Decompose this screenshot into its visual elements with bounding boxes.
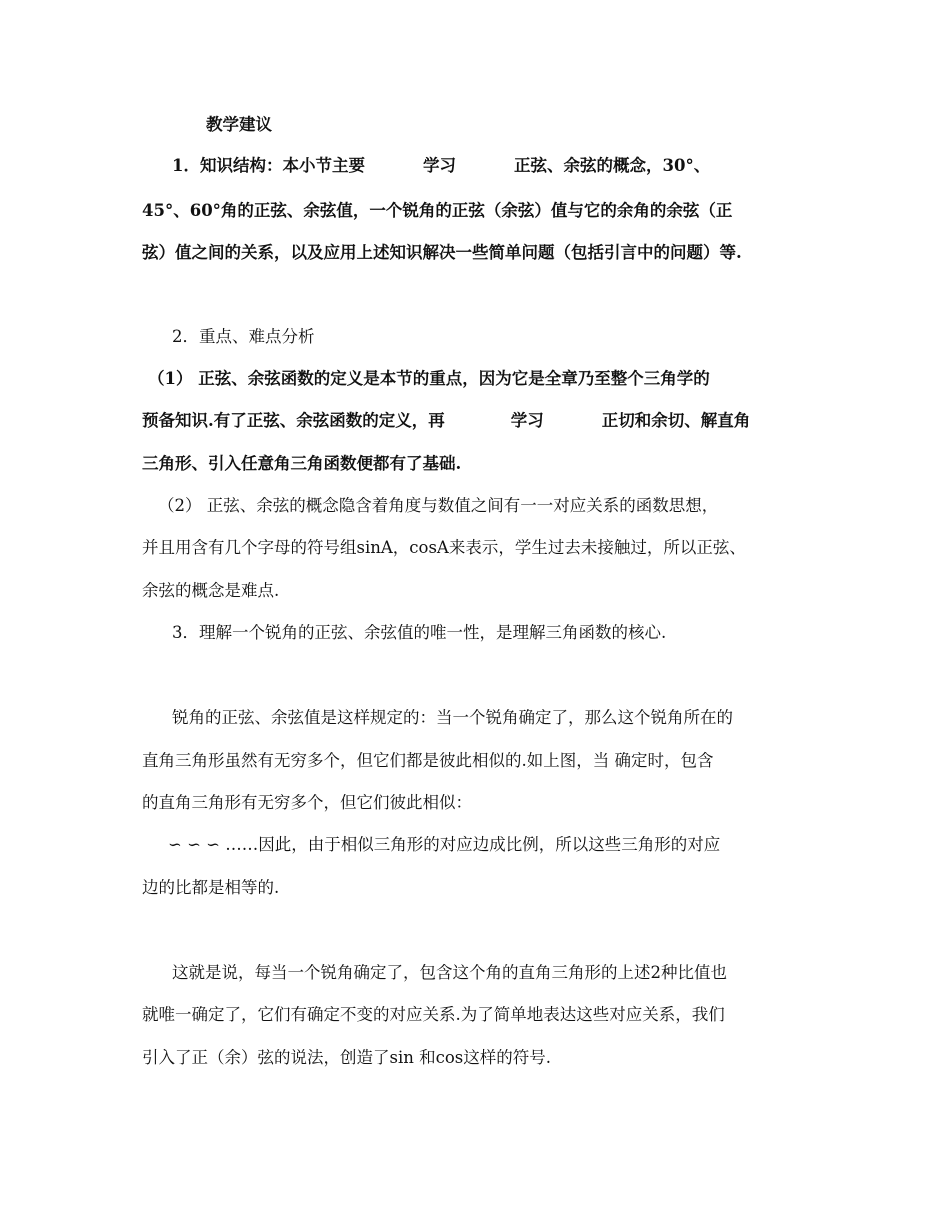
section1-text-a: 1．知识结构：本小节主要 [172, 156, 365, 175]
section2-p1-text-a: 预备知识.有了正弦、余弦函数的定义，再 [142, 411, 445, 430]
section1-line1 [172, 155, 710, 177]
heading: 教学建议 [206, 115, 272, 134]
paragraph-b-line1: 这就是说，每当一个锐角确定了，包含这个角的直角三角形的上述2种比值也 [172, 963, 727, 982]
section2-title: 2．重点、难点分析 [172, 327, 315, 346]
section1-line3: 弦）值之间的关系，以及应用上述知识解决一些简单问题（包括引言中的问题）等. [142, 243, 742, 262]
section3-line1: 3．理解一个锐角的正弦、余弦值的唯一性，是理解三角函数的核心. [172, 623, 667, 642]
section2-p1-text-c: 正切和余切、解直角 [601, 411, 751, 430]
section2-p1-line1: （1） 正弦、余弦函数的定义是本节的重点，因为它是全章乃至整个三角学的 [148, 369, 710, 388]
paragraph-a-line4: ∽ ∽ ∽ ……因此，由于相似三角形的对应边成比例，所以这些三角形的对应 [168, 835, 721, 854]
paragraph-a-line1: 锐角的正弦、余弦值是这样规定的：当一个锐角确定了，那么这个锐角所在的 [172, 708, 733, 727]
paragraph-b-line3: 引入了正（余）弦的说法，创造了sin 和cos这样的符号. [142, 1048, 552, 1067]
section1-text-c: 正弦、余弦的概念，30°、 [513, 156, 711, 175]
paragraph-a-line2: 直角三角形虽然有无穷多个，但它们都是彼此相似的.如上图，当 确定时，包含 [142, 751, 714, 770]
paragraph-a-line5: 边的比都是相等的. [142, 878, 280, 897]
section2-p1-line3: 三角形、引入任意角三角函数便都有了基础. [142, 454, 462, 473]
section1-text-b: 学习 [422, 156, 456, 175]
paragraph-a-line3: 的直角三角形有无穷多个，但它们彼此相似： [142, 793, 472, 812]
paragraph-b-line2: 就唯一确定了，它们有确定不变的对应关系.为了简单地表达这些对应关系，我们 [142, 1005, 725, 1024]
section2-p1-text-b: 学习 [510, 411, 544, 430]
section2-p2-line1: （2） 正弦、余弦的概念隐含着角度与数值之间有一一对应关系的函数思想， [158, 496, 719, 515]
section2-p2-line3: 余弦的概念是难点. [142, 581, 280, 600]
section2-p2-line2: 并且用含有几个字母的符号组sinA，cosA来表示，学生过去未接触过，所以正弦、 [142, 538, 746, 557]
section2-p1-line2 [142, 410, 750, 432]
section1-line2: 45°、60°角的正弦、余弦值，一个锐角的正弦（余弦）值与它的余角的余弦（正 [142, 201, 733, 220]
